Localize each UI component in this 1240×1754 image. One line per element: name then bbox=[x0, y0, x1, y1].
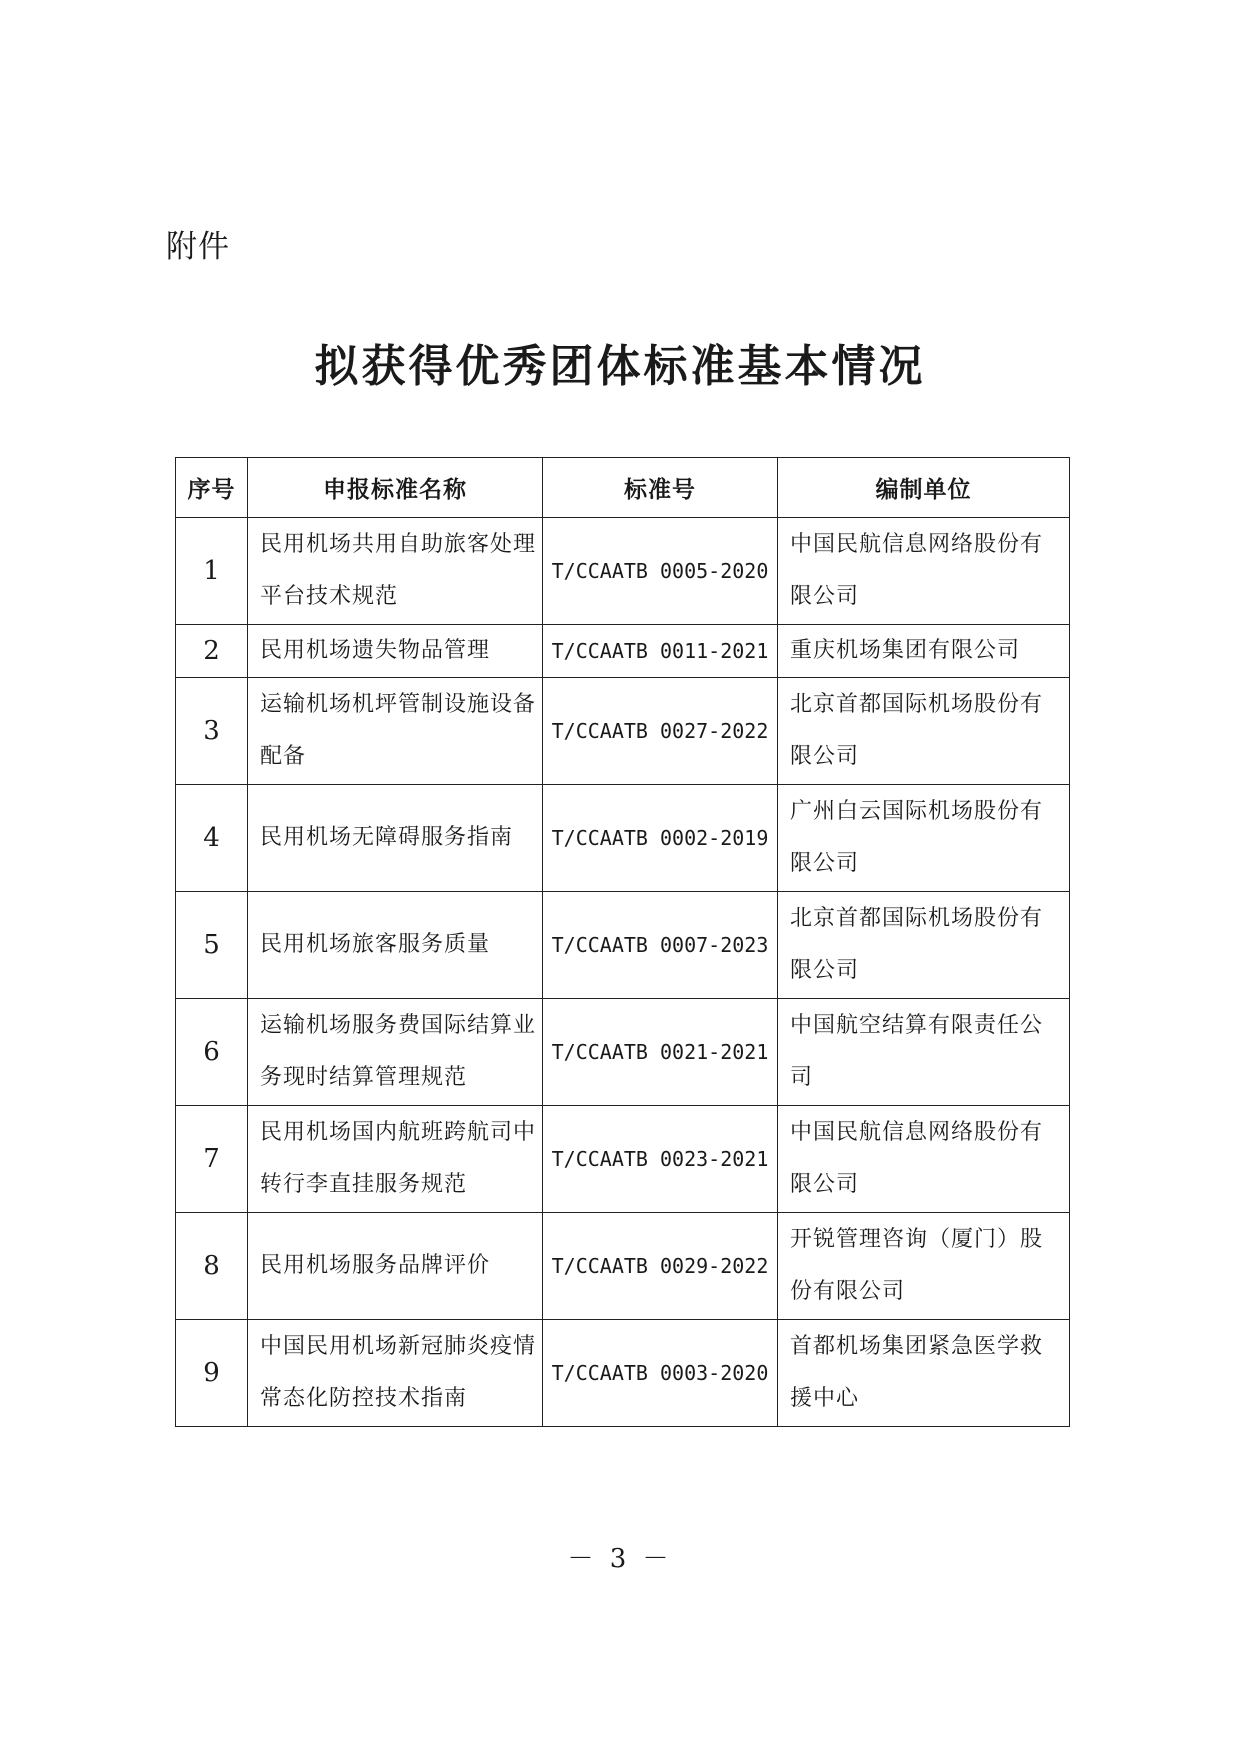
row-seq: 8 bbox=[176, 1213, 248, 1320]
row-seq: 7 bbox=[176, 1106, 248, 1213]
table-row bbox=[176, 999, 1070, 1106]
row-seq: 5 bbox=[176, 892, 248, 999]
row-seq: 1 bbox=[176, 518, 248, 625]
table-row bbox=[176, 625, 1070, 678]
attachment-label: 附件 bbox=[166, 229, 230, 265]
row-organization: 中国民航信息网络股份有限公司 bbox=[778, 518, 1070, 625]
row-standard-name: 民用机场无障碍服务指南 bbox=[248, 785, 543, 892]
document-title: 拟获得优秀团体标准基本情况 bbox=[314, 341, 926, 392]
row-organization: 重庆机场集团有限公司 bbox=[778, 625, 1070, 678]
header-standard-name: 申报标准名称 bbox=[248, 458, 543, 518]
row-seq: 2 bbox=[176, 625, 248, 678]
table-row bbox=[176, 678, 1070, 785]
row-standard-name: 中国民用机场新冠肺炎疫情常态化防控技术指南 bbox=[248, 1320, 543, 1427]
row-seq: 6 bbox=[176, 999, 248, 1106]
table-row bbox=[176, 1213, 1070, 1320]
row-standard-number: T/CCAATB 0007-2023 bbox=[543, 892, 778, 999]
row-seq: 9 bbox=[176, 1320, 248, 1427]
table-row bbox=[176, 1106, 1070, 1213]
row-standard-name: 民用机场服务品牌评价 bbox=[248, 1213, 543, 1320]
row-organization: 开锐管理咨询（厦门）股份有限公司 bbox=[778, 1213, 1070, 1320]
header-organization: 编制单位 bbox=[778, 458, 1070, 518]
row-standard-name: 民用机场遗失物品管理 bbox=[248, 625, 543, 678]
table-row bbox=[176, 518, 1070, 625]
standards-table bbox=[175, 457, 1070, 1427]
row-standard-number: T/CCAATB 0021-2021 bbox=[543, 999, 778, 1106]
row-standard-name: 运输机场机坪管制设施设备配备 bbox=[248, 678, 543, 785]
row-standard-number: T/CCAATB 0005-2020 bbox=[543, 518, 778, 625]
row-organization: 中国航空结算有限责任公司 bbox=[778, 999, 1070, 1106]
row-standard-number: T/CCAATB 0011-2021 bbox=[543, 625, 778, 678]
row-organization: 首都机场集团紧急医学救援中心 bbox=[778, 1320, 1070, 1427]
row-standard-number: T/CCAATB 0029-2022 bbox=[543, 1213, 778, 1320]
row-organization: 北京首都国际机场股份有限公司 bbox=[778, 678, 1070, 785]
row-seq: 4 bbox=[176, 785, 248, 892]
table-row bbox=[176, 1320, 1070, 1427]
row-standard-name: 民用机场国内航班跨航司中转行李直挂服务规范 bbox=[248, 1106, 543, 1213]
row-standard-number: T/CCAATB 0003-2020 bbox=[543, 1320, 778, 1427]
row-organization: 北京首都国际机场股份有限公司 bbox=[778, 892, 1070, 999]
row-standard-name: 运输机场服务费国际结算业务现时结算管理规范 bbox=[248, 999, 543, 1106]
row-standard-number: T/CCAATB 0002-2019 bbox=[543, 785, 778, 892]
header-seq: 序号 bbox=[176, 458, 248, 518]
row-standard-number: T/CCAATB 0023-2021 bbox=[543, 1106, 778, 1213]
table-row bbox=[176, 785, 1070, 892]
row-standard-name: 民用机场共用自助旅客处理平台技术规范 bbox=[248, 518, 543, 625]
table-row bbox=[176, 892, 1070, 999]
row-standard-name: 民用机场旅客服务质量 bbox=[248, 892, 543, 999]
page-number: － 3 － bbox=[567, 1544, 673, 1574]
table-header-row bbox=[176, 458, 1070, 518]
header-standard-number: 标准号 bbox=[543, 458, 778, 518]
row-seq: 3 bbox=[176, 678, 248, 785]
row-standard-number: T/CCAATB 0027-2022 bbox=[543, 678, 778, 785]
row-organization: 广州白云国际机场股份有限公司 bbox=[778, 785, 1070, 892]
row-organization: 中国民航信息网络股份有限公司 bbox=[778, 1106, 1070, 1213]
